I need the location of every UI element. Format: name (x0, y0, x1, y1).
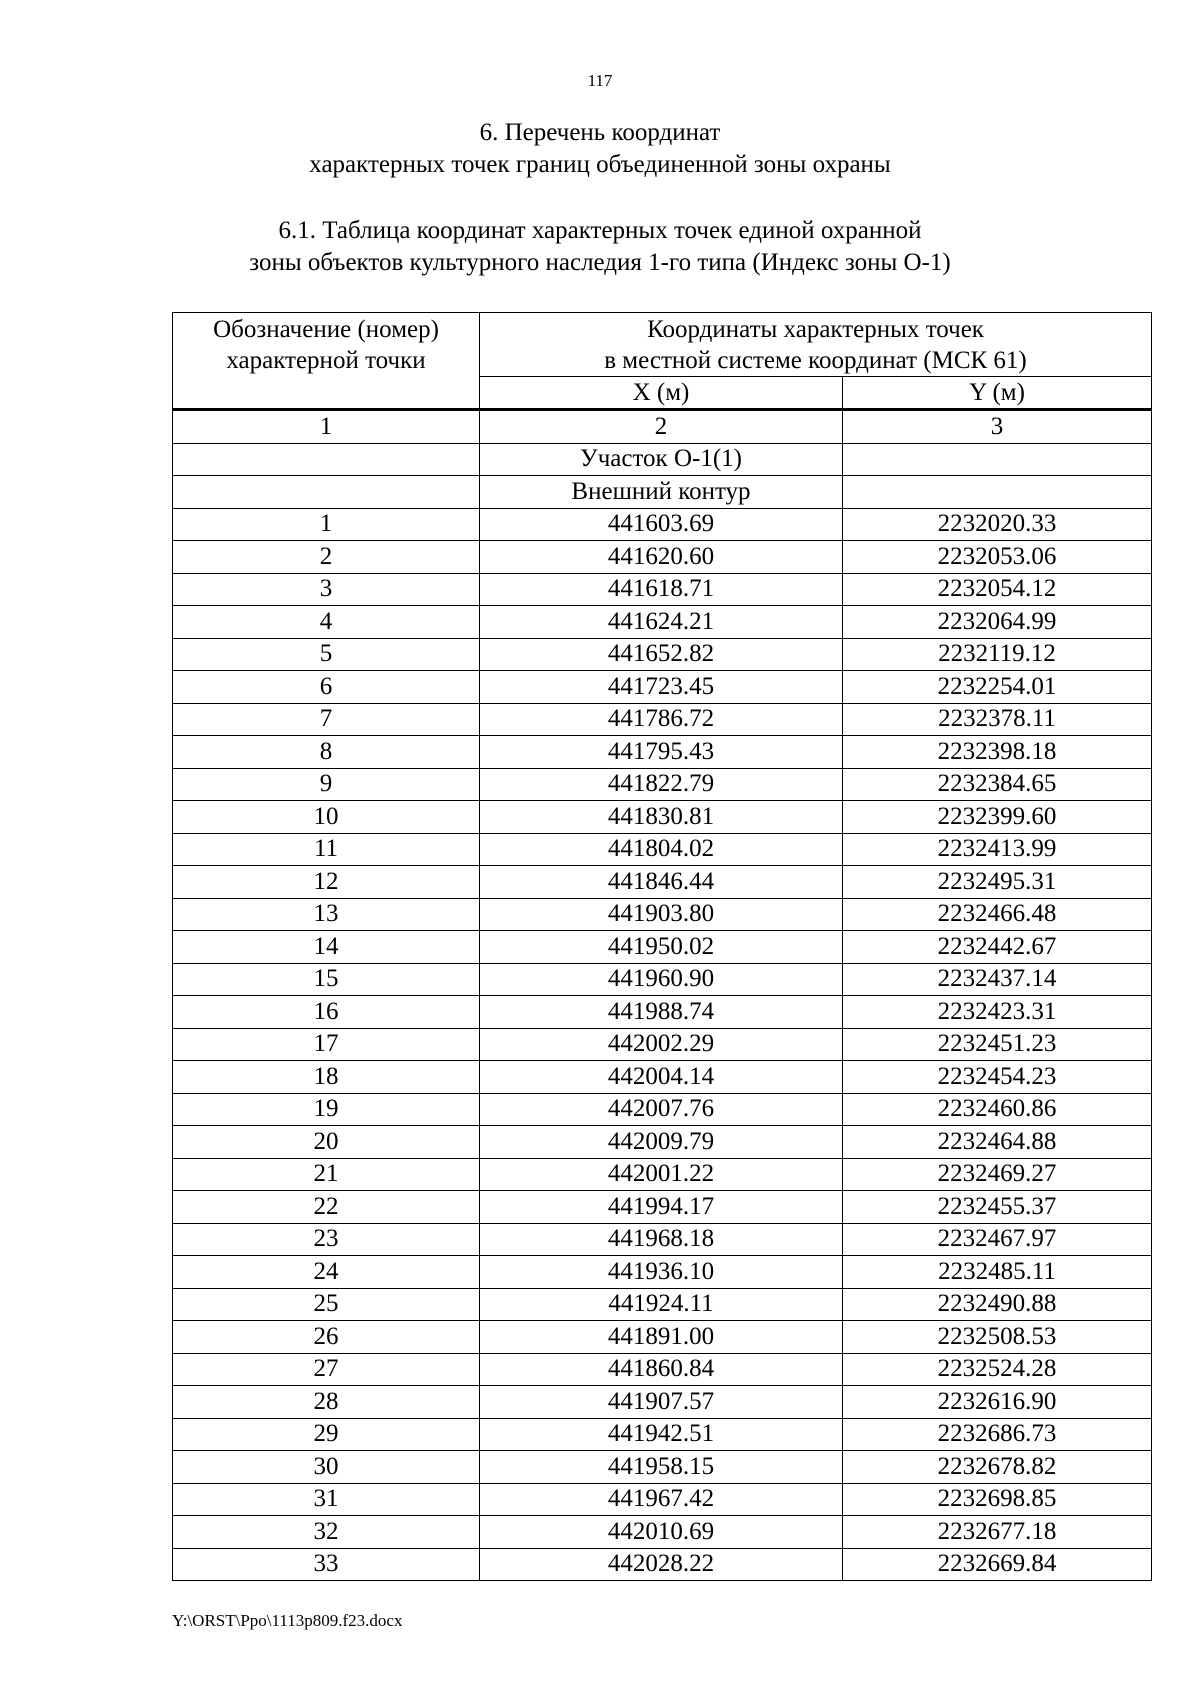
table-row (173, 1256, 1152, 1289)
table-row (173, 1451, 1152, 1484)
point-number-cell: 5 (173, 638, 480, 671)
table-row (173, 1223, 1152, 1256)
y-coordinate-cell: 2232454.23 (843, 1061, 1152, 1094)
table-row (173, 898, 1152, 931)
x-coordinate-cell: 441795.43 (480, 736, 843, 769)
table-body (173, 410, 1152, 1581)
x-column-header: X (м) (480, 377, 843, 410)
x-coordinate-cell: 441903.80 (480, 898, 843, 931)
y-coordinate-cell: 2232399.60 (843, 801, 1152, 834)
point-number-cell: 2 (173, 541, 480, 574)
contour-label-row (173, 476, 1152, 509)
y-coordinate-cell: 2232119.12 (843, 638, 1152, 671)
table-row (173, 1418, 1152, 1451)
section-heading (0, 117, 1200, 181)
point-number-cell: 17 (173, 1028, 480, 1061)
x-coordinate-cell: 441988.74 (480, 996, 843, 1029)
x-coordinate-cell: 442007.76 (480, 1093, 843, 1126)
point-number-cell: 15 (173, 963, 480, 996)
x-coordinate-cell: 441846.44 (480, 866, 843, 899)
column-number: 1 (173, 410, 480, 444)
point-number-cell: 6 (173, 671, 480, 704)
y-coordinate-cell: 2232495.31 (843, 866, 1152, 899)
y-coordinate-cell: 2232490.88 (843, 1288, 1152, 1321)
contour-label: Внешний контур (480, 476, 843, 509)
table-row (173, 1516, 1152, 1549)
y-coordinate-cell: 2232669.84 (843, 1548, 1152, 1581)
y-coordinate-cell: 2232524.28 (843, 1353, 1152, 1386)
footer-file-path: Y:\ORST\Ppo\1113p809.f23.docx (172, 1611, 403, 1630)
y-coordinate-cell: 2232064.99 (843, 606, 1152, 639)
y-coordinate-cell: 2232455.37 (843, 1191, 1152, 1224)
point-number-cell: 24 (173, 1256, 480, 1289)
x-coordinate-cell: 441924.11 (480, 1288, 843, 1321)
y-column-header: Y (м) (843, 377, 1152, 410)
y-coordinate-cell: 2232616.90 (843, 1386, 1152, 1419)
section-label-row (173, 443, 1152, 476)
y-coordinate-cell: 2232054.12 (843, 573, 1152, 606)
y-coordinate-cell: 2232508.53 (843, 1321, 1152, 1354)
table-row (173, 573, 1152, 606)
coordinates-group-header (480, 313, 1152, 377)
x-coordinate-cell: 442009.79 (480, 1126, 843, 1159)
table-row (173, 1126, 1152, 1159)
x-coordinate-cell: 441960.90 (480, 963, 843, 996)
point-column-header-line-2: характерной точки (226, 347, 426, 374)
x-coordinate-cell: 441958.15 (480, 1451, 843, 1484)
y-coordinate-cell: 2232698.85 (843, 1483, 1152, 1516)
table-row (173, 703, 1152, 736)
y-coordinate-cell: 2232384.65 (843, 768, 1152, 801)
table-row (173, 1483, 1152, 1516)
table-heading-line-2: зоны объектов культурного наследия 1-го типа (Индекс зоны О-1) (249, 249, 951, 276)
point-number-cell: 3 (173, 573, 480, 606)
table-heading (0, 215, 1200, 279)
section-label: Участок О-1(1) (480, 443, 843, 476)
point-number-cell: 9 (173, 768, 480, 801)
x-coordinate-cell: 441967.42 (480, 1483, 843, 1516)
x-coordinate-cell: 442028.22 (480, 1548, 843, 1581)
y-coordinate-cell: 2232254.01 (843, 671, 1152, 704)
x-coordinate-cell: 441830.81 (480, 801, 843, 834)
x-coordinate-cell: 441723.45 (480, 671, 843, 704)
x-coordinate-cell: 441620.60 (480, 541, 843, 574)
y-coordinate-cell: 2232464.88 (843, 1126, 1152, 1159)
point-number-cell: 8 (173, 736, 480, 769)
y-coordinate-cell: 2232413.99 (843, 833, 1152, 866)
x-coordinate-cell: 441624.21 (480, 606, 843, 639)
table-row (173, 833, 1152, 866)
point-number-cell: 12 (173, 866, 480, 899)
column-number: 3 (843, 410, 1152, 444)
column-number-row (173, 410, 1152, 444)
y-coordinate-cell: 2232423.31 (843, 996, 1152, 1029)
table-row (173, 736, 1152, 769)
y-coordinate-cell: 2232686.73 (843, 1418, 1152, 1451)
point-number-cell: 27 (173, 1353, 480, 1386)
table-row (173, 866, 1152, 899)
table-row (173, 931, 1152, 964)
y-coordinate-cell: 2232466.48 (843, 898, 1152, 931)
table-row (173, 1321, 1152, 1354)
x-coordinate-cell: 441950.02 (480, 931, 843, 964)
point-number-cell: 30 (173, 1451, 480, 1484)
table-row (173, 1093, 1152, 1126)
table-row (173, 1288, 1152, 1321)
table-row (173, 1353, 1152, 1386)
x-coordinate-cell: 441804.02 (480, 833, 843, 866)
point-column-header-line-1: Обозначение (номер) (213, 316, 439, 343)
table-row (173, 1028, 1152, 1061)
point-number-cell: 19 (173, 1093, 480, 1126)
coordinates-group-header-line-1: Координаты характерных точек (647, 315, 984, 343)
empty-cell (173, 476, 480, 509)
table-row (173, 638, 1152, 671)
y-coordinate-cell: 2232437.14 (843, 963, 1152, 996)
point-number-cell: 13 (173, 898, 480, 931)
x-coordinate-cell: 442002.29 (480, 1028, 843, 1061)
empty-cell (843, 476, 1152, 509)
table-row (173, 508, 1152, 541)
x-coordinate-cell: 442010.69 (480, 1516, 843, 1549)
table-row (173, 768, 1152, 801)
y-coordinate-cell: 2232678.82 (843, 1451, 1152, 1484)
point-number-cell: 31 (173, 1483, 480, 1516)
point-number-cell: 18 (173, 1061, 480, 1094)
table-heading-line-1: 6.1. Таблица координат характерных точек единой охранной (278, 217, 922, 244)
table-row (173, 1158, 1152, 1191)
table-row (173, 671, 1152, 704)
table-row (173, 606, 1152, 639)
x-coordinate-cell: 442004.14 (480, 1061, 843, 1094)
section-heading-line-2: характерных точек границ объединенной зоны охраны (309, 151, 891, 178)
table-row (173, 963, 1152, 996)
point-number-cell: 7 (173, 703, 480, 736)
empty-cell (173, 443, 480, 476)
point-number-cell: 22 (173, 1191, 480, 1224)
x-coordinate-cell: 441603.69 (480, 508, 843, 541)
page-number: 117 (587, 71, 613, 90)
x-coordinate-cell: 441618.71 (480, 573, 843, 606)
x-coordinate-cell: 441994.17 (480, 1191, 843, 1224)
x-coordinate-cell: 441860.84 (480, 1353, 843, 1386)
point-number-cell: 1 (173, 508, 480, 541)
x-coordinate-cell: 441786.72 (480, 703, 843, 736)
y-coordinate-cell: 2232398.18 (843, 736, 1152, 769)
x-coordinate-cell: 441822.79 (480, 768, 843, 801)
point-number-cell: 28 (173, 1386, 480, 1419)
table-row (173, 1386, 1152, 1419)
point-number-cell: 20 (173, 1126, 480, 1159)
x-coordinate-cell: 442001.22 (480, 1158, 843, 1191)
y-coordinate-cell: 2232469.27 (843, 1158, 1152, 1191)
table-row (173, 541, 1152, 574)
y-coordinate-cell: 2232677.18 (843, 1516, 1152, 1549)
table-row (173, 1548, 1152, 1581)
y-coordinate-cell: 2232451.23 (843, 1028, 1152, 1061)
x-coordinate-cell: 441891.00 (480, 1321, 843, 1354)
x-coordinate-cell: 441652.82 (480, 638, 843, 671)
point-number-cell: 23 (173, 1223, 480, 1256)
point-number-cell: 4 (173, 606, 480, 639)
point-number-cell: 32 (173, 1516, 480, 1549)
point-number-cell: 14 (173, 931, 480, 964)
column-number: 2 (480, 410, 843, 444)
point-number-cell: 10 (173, 801, 480, 834)
point-number-cell: 11 (173, 833, 480, 866)
table-header (173, 313, 1152, 410)
coordinates-group-header-line-2: в местной системе координат (МСК 61) (604, 346, 1027, 374)
x-coordinate-cell: 441936.10 (480, 1256, 843, 1289)
table-row (173, 801, 1152, 834)
point-number-cell: 26 (173, 1321, 480, 1354)
y-coordinate-cell: 2232485.11 (843, 1256, 1152, 1289)
coordinates-table (172, 312, 1152, 1581)
y-coordinate-cell: 2232378.11 (843, 703, 1152, 736)
y-coordinate-cell: 2232460.86 (843, 1093, 1152, 1126)
table-row (173, 996, 1152, 1029)
y-coordinate-cell: 2232020.33 (843, 508, 1152, 541)
point-number-cell: 16 (173, 996, 480, 1029)
point-number-cell: 25 (173, 1288, 480, 1321)
point-number-cell: 21 (173, 1158, 480, 1191)
y-coordinate-cell: 2232467.97 (843, 1223, 1152, 1256)
x-coordinate-cell: 441942.51 (480, 1418, 843, 1451)
table-row (173, 1191, 1152, 1224)
y-coordinate-cell: 2232053.06 (843, 541, 1152, 574)
section-heading-line-1: 6. Перечень координат (479, 119, 721, 146)
point-number-cell: 33 (173, 1548, 480, 1581)
x-coordinate-cell: 441968.18 (480, 1223, 843, 1256)
point-number-cell: 29 (173, 1418, 480, 1451)
x-coordinate-cell: 441907.57 (480, 1386, 843, 1419)
table-row (173, 1061, 1152, 1094)
y-coordinate-cell: 2232442.67 (843, 931, 1152, 964)
empty-cell (843, 443, 1152, 476)
point-column-header (173, 313, 480, 410)
